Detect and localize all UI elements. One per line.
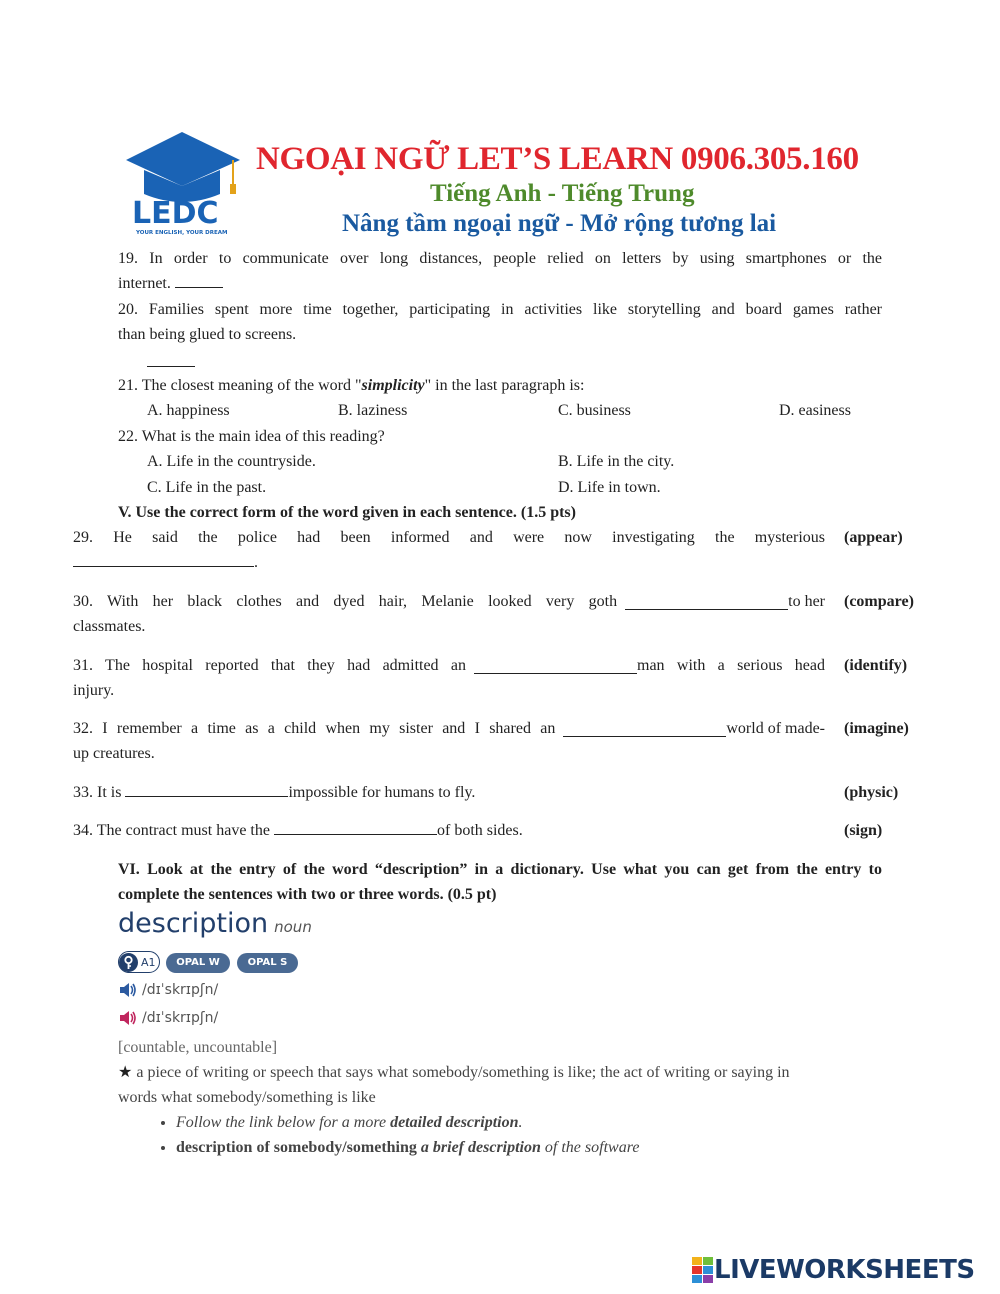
q21-option-c[interactable]: C. business	[558, 402, 631, 419]
definition: ★ a piece of writing or speech that says what somebody/something is like; the act of writing or saying in words what somebody/something is like	[118, 1064, 790, 1106]
header-slogan: Nâng tầm ngoại ngữ - Mở rộng tương lai	[342, 210, 777, 237]
section-5-heading: V. Use the correct form of the word given in each sentence. (1.5 pts)	[118, 504, 576, 521]
question-20-line1: 20. Families spent more time together, participating in activities like storytelling and board games rather	[118, 301, 882, 318]
question-29-line2: .	[73, 550, 258, 575]
opal-s-badge[interactable]: OPAL S	[237, 953, 298, 973]
hint-31: (identify)	[844, 657, 908, 674]
opal-w-badge[interactable]: OPAL W	[166, 953, 230, 973]
logo-text: LEDC	[132, 196, 219, 231]
liveworksheets-logo[interactable]	[692, 1255, 975, 1285]
speaker-uk-icon[interactable]	[118, 981, 138, 999]
question-32-line2: up creatures.	[73, 745, 155, 762]
example-list	[150, 1110, 639, 1160]
oxford-3000-badge[interactable]	[118, 951, 160, 973]
q21-keyword: simplicity	[361, 377, 425, 394]
header-subtitle: Tiếng Anh - Tiếng Trung	[430, 180, 695, 207]
question-29-line1: 29. He said the police had been informed and were now investigating the mysterious	[73, 529, 825, 546]
speaker-us-icon[interactable]	[118, 1009, 138, 1027]
answer-blank-19[interactable]	[175, 273, 223, 288]
level-badge-text: A1	[141, 955, 156, 969]
answer-blank-33[interactable]	[125, 782, 288, 797]
q22-option-b[interactable]: B. Life in the city.	[558, 453, 675, 470]
question-31-line2: injury.	[73, 682, 115, 699]
q21-option-a[interactable]: A. happiness	[147, 402, 230, 419]
answer-blank-34[interactable]	[274, 820, 437, 835]
q22-option-a[interactable]: A. Life in the countryside.	[147, 453, 316, 470]
pronunciation-uk: /dɪˈskrɪpʃn/	[118, 981, 218, 999]
answer-blank-31[interactable]	[474, 659, 637, 674]
hint-34: (sign)	[844, 822, 883, 839]
hint-29: (appear)	[844, 529, 903, 546]
key-icon	[119, 953, 138, 972]
question-22: 22. What is the main idea of this reading?	[118, 428, 385, 445]
q22-option-c[interactable]: C. Life in the past.	[147, 479, 267, 496]
grammar-note: [countable, uncountable]	[118, 1039, 278, 1056]
answer-blank-20[interactable]	[147, 352, 195, 367]
logo-tagline: YOUR ENGLISH, YOUR DREAM	[136, 230, 228, 236]
section-6-heading-line1: VI. Look at the entry of the word “description” in a dictionary. Use what you can get from the entry to	[118, 861, 882, 878]
hint-33: (physic)	[844, 784, 899, 801]
question-19-line2: internet.	[118, 271, 223, 296]
section-6-heading-line2: complete the sentences with two or three words. (0.5 pt)	[118, 886, 497, 903]
part-of-speech: noun	[274, 918, 312, 936]
question-32-line1: 32. I remember a time as a child when my sister and I shared an world of made-	[73, 720, 825, 737]
question-30-line2: classmates.	[73, 618, 146, 635]
liveworksheets-icon	[692, 1257, 714, 1283]
q22-option-d[interactable]: D. Life in town.	[558, 479, 661, 496]
example-2: • description of somebody/something a brief description of the software	[176, 1135, 639, 1160]
liveworksheets-text: LIVEWORKSHEETS	[714, 1255, 975, 1285]
question-31-line1: 31. The hospital reported that they had admitted an man with a serious head	[73, 657, 825, 674]
star-icon: ★	[118, 1064, 133, 1081]
dictionary-headword: description noun	[118, 908, 312, 939]
question-30-line1: 30. With her black clothes and dyed hair, Melanie looked very goth to her	[73, 593, 825, 610]
hint-32: (imagine)	[844, 720, 909, 737]
q21-option-d[interactable]: D. easiness	[779, 402, 851, 419]
hint-30: (compare)	[844, 593, 914, 610]
question-20-line2: than being glued to screens.	[118, 326, 297, 343]
question-19-line1: 19. In order to communicate over long distances, people relied on letters by using smartphones or the	[118, 250, 882, 267]
answer-blank-30[interactable]	[625, 595, 788, 610]
answer-blank-29[interactable]	[73, 552, 254, 567]
q21-option-b[interactable]: B. laziness	[338, 402, 408, 419]
ledc-logo	[120, 130, 245, 236]
question-33: 33. It is impossible for humans to fly.	[73, 784, 476, 801]
question-34: 34. The contract must have the of both sides.	[73, 822, 523, 839]
question-21: 21. The closest meaning of the word "simplicity" in the last paragraph is:	[118, 377, 585, 394]
pronunciation-us: /dɪˈskrɪpʃn/	[118, 1009, 218, 1027]
example-1: • Follow the link below for a more detailed description.	[176, 1110, 639, 1135]
answer-blank-32[interactable]	[563, 722, 726, 737]
header-title: NGOẠI NGỮ LET’S LEARN 0906.305.160	[256, 141, 859, 177]
